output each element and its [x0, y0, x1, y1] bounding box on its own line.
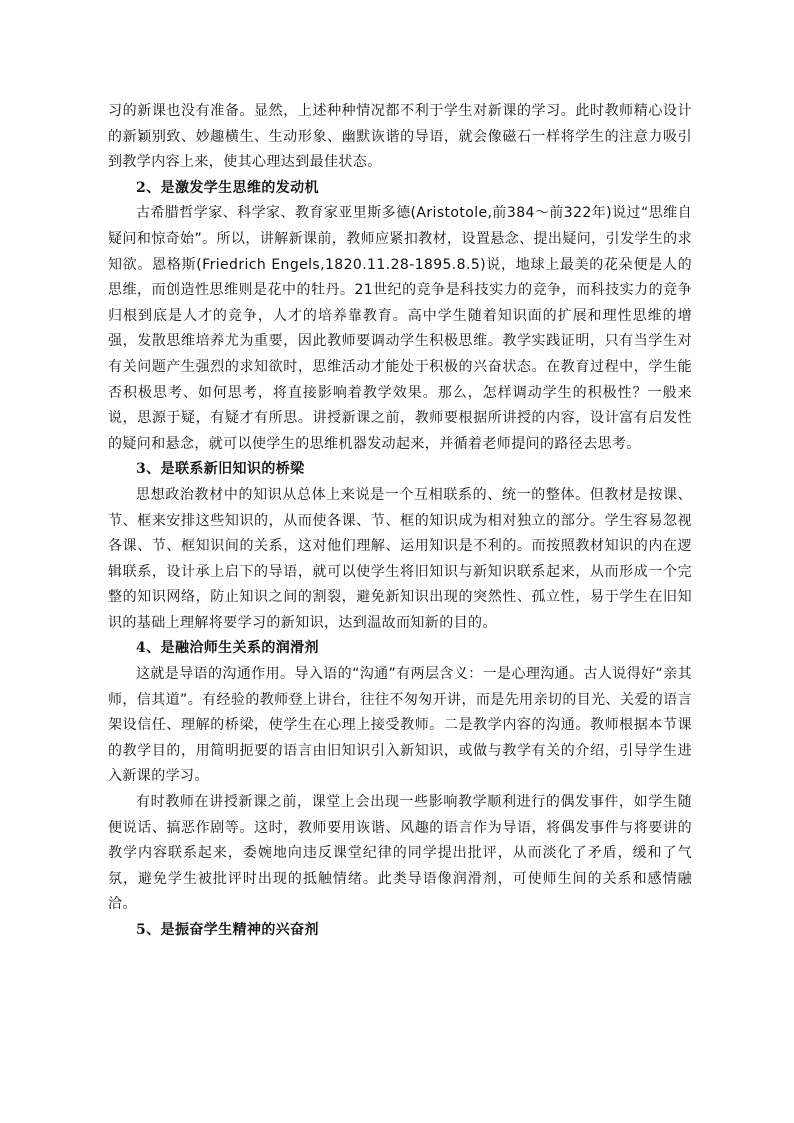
heading-section-4: 4、是融洽师生关系的润滑剂	[136, 640, 319, 657]
document-page	[108, 99, 692, 944]
paragraph-section-4-a: 这就是导语的沟通作用。导入语的“沟通”有两层含义：一是心理沟通。古人说得好“亲其师，信其道”。有经验的教师登上讲台，往往不匆匆开讲，而是先用亲切的目光、关爱的语言架设信任、理解的桥梁，使学生在心理上接受教师。二是教学内容的沟通。教师根据本节课的教学目的，用简明扼要的语言由旧知识引入新知识，或做与教学有关的介绍，引导学生进入新课的学习。	[108, 666, 692, 785]
heading-section-3: 3、是联系新旧知识的桥梁	[136, 461, 305, 478]
heading-section-5: 5、是振奋学生精神的兴奋剂	[136, 922, 319, 938]
paragraph-section-2: 古希腊哲学家、科学家、教育家亚里斯多德(Aristotole,前384～前322年)说过“思维自疑问和惊奇始”。所以，讲解新课前，教师应紧扣教材，设置悬念、提出疑问，引发学生的求知欲。恩格斯(Friedrich Engels,1820.11.28-1895.8.5)说，地球上最美的花朵便是人的思维，而创造性思维则是花中的牡丹。21世纪的竞争是科技实力的竞争，而科技实力的竞争归根到底是人才的竞争，人才的培养靠教育。高中学生随着知识面的扩展和理性思维的增强，发散思维培养尤为重要，因此教师要调动学生积极思维。教学实践证明，只有当学生对有关问题产生强烈的求知欲时，思维活动才能处于积极的兴奋状态。在教育过程中，学生能否积极思考、如何思考，将直接影响着教学效果。那么，怎样调动学生的积极性？一般来说，思源于疑，有疑才有所思。讲授新课之前，教师要根据所讲授的内容，设计富有启发性的疑问和悬念，就可以使学生的思维机器发动起来，并循着老师提问的路径去思考。	[108, 205, 692, 452]
paragraph-section-3: 思想政治教材中的知识从总体上来说是一个互相联系的、统一的整体。但教材是按课、节、框来安排这些知识的，从而使各课、节、框的知识成为相对独立的部分。学生容易忽视各课、节、框知识间的关系，这对他们理解、运用知识是不利的。而按照教材知识的内在逻辑联系，设计承上启下的导语，就可以使学生将旧知识与新知识联系起来，从而形成一个完整的知识网络，防止知识之间的割裂，避免新知识出现的突然性、孤立性，易于学生在旧知识的基础上理解将要学习的新知识，达到温故而知新的目的。	[108, 486, 692, 631]
paragraph-intro-continued: 习的新课也没有准备。显然，上述种种情况都不利于学生对新课的学习。此时教师精心设计的新颖别致、妙趣横生、生动形象、幽默诙谐的导语，就会像磁石一样将学生的注意力吸引到教学内容上来，使其心理达到最佳状态。	[108, 103, 692, 171]
heading-section-2: 2、是激发学生思维的发动机	[136, 179, 319, 196]
paragraph-section-4-b: 有时教师在讲授新课之前，课堂上会出现一些影响教学顺利进行的偶发事件，如学生随便说话、搞恶作剧等。这时，教师要用诙谐、风趣的语言作为导语，将偶发事件与将要讲的教学内容联系起来，委婉地向违反课堂纪律的同学提出批评，从而淡化了矛盾，缓和了气氛，避免学生被批评时出现的抵触情绪。此类导语像润滑剂，可使师生间的关系和感情融洽。	[108, 794, 692, 913]
